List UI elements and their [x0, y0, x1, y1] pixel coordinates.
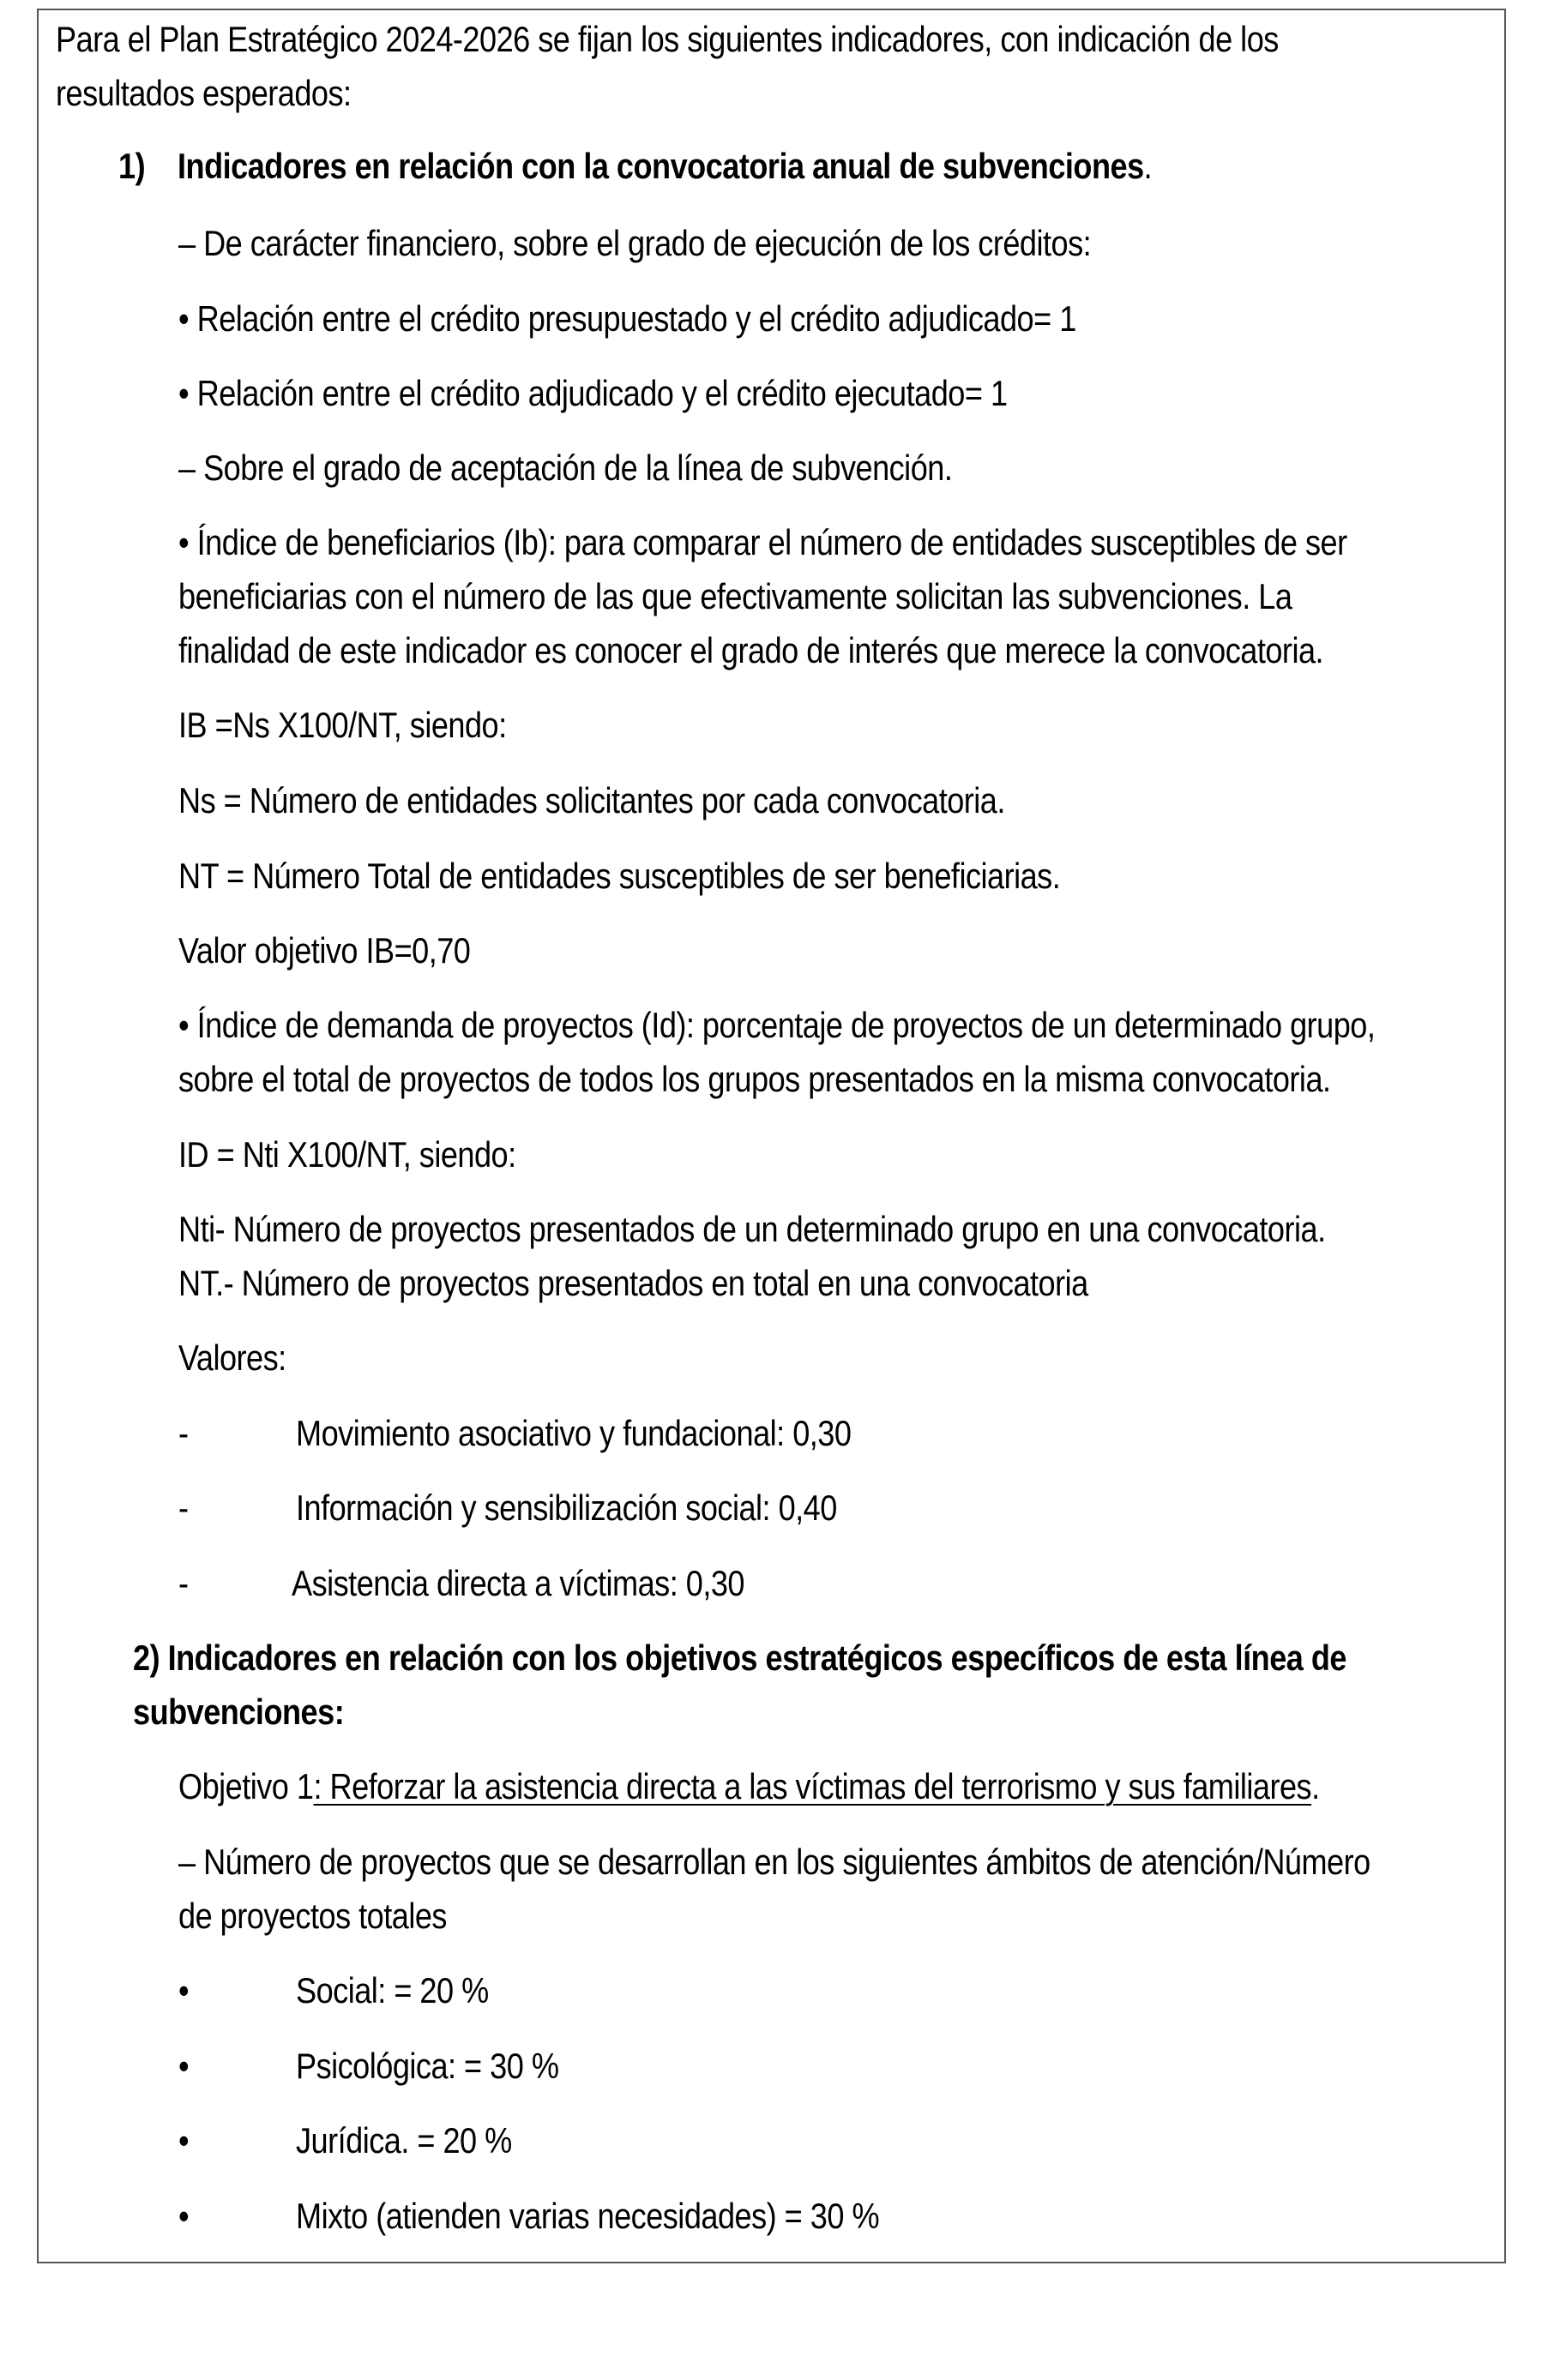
ib-formula: IB =Ns X100/NT, siendo: [178, 705, 507, 745]
area-bullet: • [178, 1970, 190, 2010]
area-bullet: • [178, 2196, 190, 2236]
nt-definition: NT = Número Total de entidades susceptibles de ser beneficiarias. [178, 856, 1061, 896]
section-1-heading [178, 139, 1152, 194]
id-formula: ID = Nti X100/NT, siendo: [178, 1134, 516, 1175]
objective-1 [178, 1759, 1320, 1814]
ib-target: Valor objetivo IB=0,70 [178, 930, 471, 971]
area-bullet: • [178, 2120, 190, 2161]
section-2-heading: 2) Indicadores en relación con los objetivos estratégicos específicos de esta línea de [133, 1638, 1346, 1678]
area-item: Psicológica: = 30 % [296, 2046, 559, 2086]
value-item: Movimiento asociativo y fundacional: 0,30 [296, 1413, 852, 1453]
ib-description: beneficiarias con el número de las que efectivamente solicitan las subvenciones. La [178, 576, 1292, 616]
nt2-definition: NT.- Número de proyectos presentados en total en una convocatoria [178, 1263, 1088, 1303]
objective-text: : Reforzar la asistencia directa a las víctimas del terrorismo y sus familiares [313, 1766, 1312, 1806]
value-marker: - [178, 1413, 189, 1453]
financial-lead: – De carácter financiero, sobre el grado de ejecución de los créditos: [178, 223, 1092, 263]
intro-line: resultados esperados: [56, 73, 352, 113]
section-1-number: 1) [118, 146, 146, 186]
value-item: Información y sensibilización social: 0,40 [296, 1488, 837, 1528]
value-item: Asistencia directa a víctimas: 0,30 [292, 1563, 744, 1603]
area-item: Jurídica. = 20 % [296, 2120, 512, 2161]
area-item: Social: = 20 % [296, 1970, 489, 2010]
id-description: sobre el total de proyectos de todos los grupos presentados en la misma convocatoria. [178, 1059, 1331, 1099]
financial-item: • Relación entre el crédito adjudicado y el crédito ejecutado= 1 [178, 373, 1008, 413]
projects-description: – Número de proyectos que se desarrollan en los siguientes ámbitos de atención/Número [178, 1842, 1370, 1882]
ib-description: • Índice de beneficiarios (Ib): para comparar el número de entidades susceptibles de ser [178, 522, 1347, 562]
section-1-heading-tail: . [1143, 146, 1153, 186]
area-item: Mixto (atienden varias necesidades) = 30 % [296, 2196, 880, 2236]
projects-description: de proyectos totales [178, 1896, 447, 1936]
id-description: • Índice de demanda de proyectos (Id): porcentaje de proyectos de un determinado grupo, [178, 1005, 1376, 1045]
nti-definition: Nti- Número de proyectos presentados de un determinado grupo en una convocatoria. [178, 1209, 1326, 1249]
intro-line: Para el Plan Estratégico 2024-2026 se fijan los siguientes indicadores, con indicación de los [56, 19, 1279, 59]
ns-definition: Ns = Número de entidades solicitantes por cada convocatoria. [178, 780, 1005, 820]
objective-tail: . [1311, 1766, 1320, 1806]
ib-description: finalidad de este indicador es conocer el grado de interés que merece la convocatoria. [178, 630, 1324, 670]
value-marker: - [178, 1488, 189, 1528]
values-label: Valores: [178, 1337, 286, 1378]
acceptance-lead: – Sobre el grado de aceptación de la línea de subvención. [178, 448, 953, 488]
section-2-heading: subvenciones: [133, 1692, 345, 1732]
objective-prefix: Objetivo 1 [178, 1766, 314, 1806]
area-bullet: • [178, 2046, 190, 2086]
section-1-heading-text: Indicadores en relación con la convocatoria anual de subvenciones [178, 146, 1144, 186]
financial-item: • Relación entre el crédito presupuestado y el crédito adjudicado= 1 [178, 298, 1076, 339]
value-marker: - [178, 1563, 189, 1603]
